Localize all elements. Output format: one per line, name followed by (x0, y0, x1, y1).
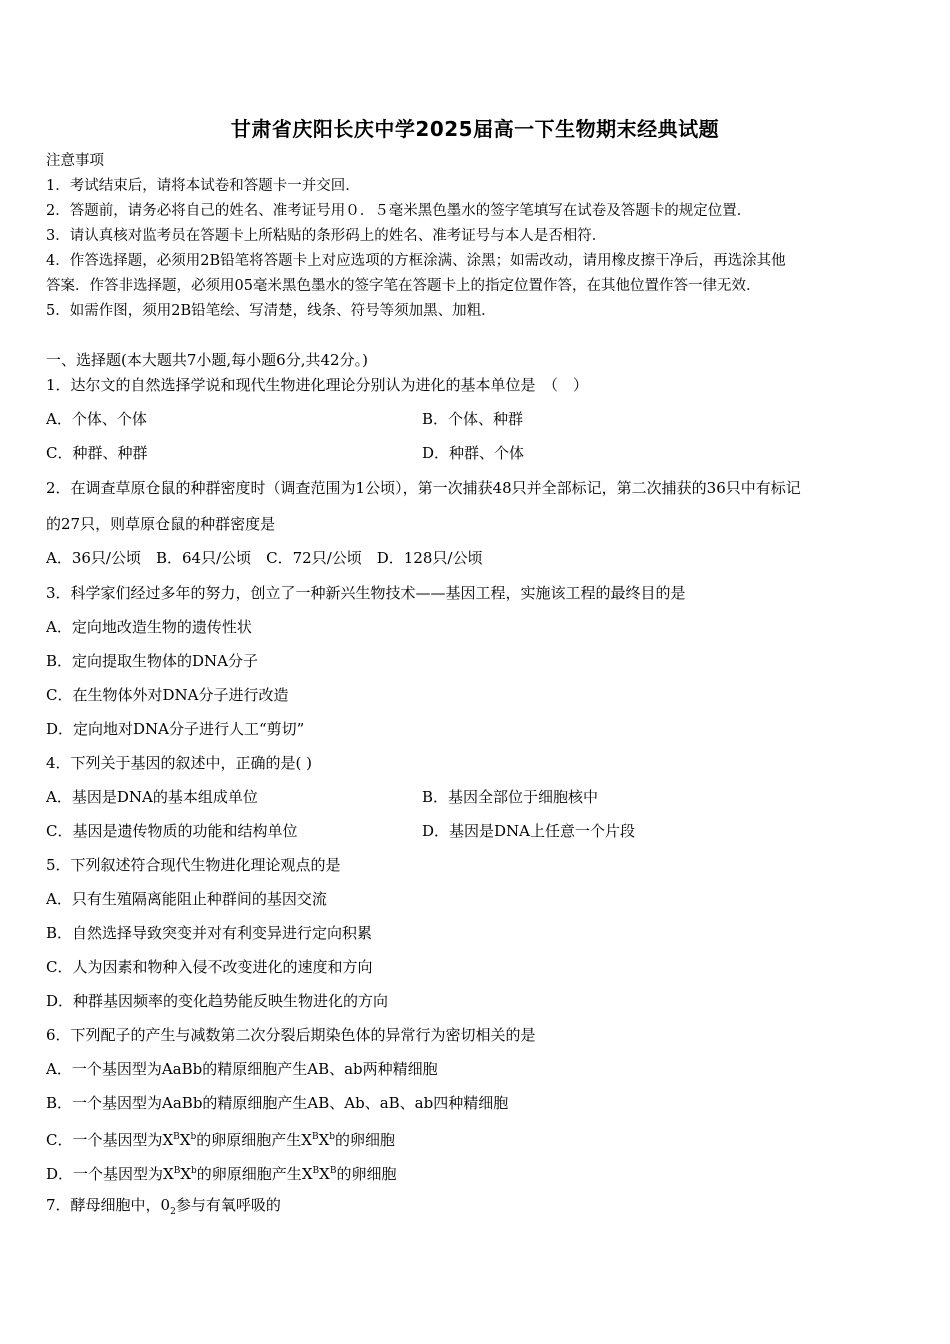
option-text: 的卵原细胞产生 (196, 1131, 302, 1149)
allele-sup: B (312, 1166, 320, 1176)
option-a[interactable]: A．基因是DNA的基本组成单位 (46, 788, 258, 806)
question-number: 4． (46, 754, 71, 772)
option-b[interactable]: B．自然选择导致突变并对有利变异进行定向积累 (46, 924, 373, 942)
question-text: 在调查草原仓鼠的种群密度时（调查范围为1公顷），第一次捕获48只并全部标记，第二次捕获的36只中有标记 (70, 479, 801, 497)
option-text: C．一个基因型为 (46, 1131, 163, 1149)
option-d[interactable]: D．定向地对DNA分子进行人工“剪切” (46, 720, 305, 738)
option-text: D．一个基因型为 (46, 1165, 164, 1183)
option-c[interactable]: C．基因是遗传物质的功能和结构单位 (46, 822, 298, 840)
option-b[interactable]: B．基因全部位于细胞核中 (422, 788, 599, 806)
question-number: 3． (46, 584, 71, 602)
notice-heading: 注意事项 (46, 153, 104, 169)
allele-sup: b (190, 1132, 197, 1142)
genotype-x: X (163, 1165, 174, 1183)
genotype-x: X (318, 1131, 330, 1149)
allele-sup: B (173, 1132, 180, 1142)
question-text-cont: 的27只，则草原仓鼠的种群密度是 (46, 515, 276, 533)
question-number: 5． (46, 856, 71, 874)
allele-sup: b (191, 1166, 197, 1176)
option-b[interactable]: B．个体、种群 (422, 410, 524, 428)
section-heading: 一、选择题(本大题共7小题,每小题6分,共42分。) (46, 351, 368, 369)
option-text: 的卵原细胞产生 (196, 1165, 302, 1183)
option-a[interactable]: A．个体、个体 (46, 410, 147, 428)
option-b[interactable]: B．定向提取生物体的DNA分子 (46, 652, 259, 670)
notice-item: 3．请认真核对监考员在答题卡上所粘贴的条形码上的姓名、准考证号与本人是否相符． (46, 228, 607, 244)
option-b[interactable]: B．一个基因型为AaBb的精原细胞产生AB、Ab、aB、ab四种精细胞 (46, 1094, 509, 1112)
genotype-x: X (162, 1131, 174, 1149)
option-d[interactable]: D．种群、个体 (422, 444, 525, 462)
allele-sup: B (329, 1166, 337, 1176)
question-text: 下列关于基因的叙述中，正确的是( ) (70, 754, 313, 772)
option-row (46, 409, 746, 429)
option-d[interactable]: D．种群基因频率的变化趋势能反映生物进化的方向 (46, 992, 389, 1010)
option-text: 的卵细胞 (336, 1165, 397, 1183)
notice-item: 答案．作答非选择题，必须用05毫米黑色墨水的签字笔在答题卡上的指定位置作答，在其他位置作答一律无效． (46, 278, 761, 294)
question-number: 6． (46, 1026, 71, 1044)
option-row[interactable]: A．36只/公顷 B．64只/公顷 C．72只/公顷 D．128只/公顷 (46, 549, 483, 567)
option-c[interactable]: C．种群、种群 (46, 444, 148, 462)
question-number: 7． (46, 1196, 71, 1214)
genotype-x: X (301, 1165, 313, 1183)
question-1 (46, 375, 588, 395)
notice-item: 5．如需作图，须用2B铅笔绘、写清楚，线条、符号等须加黑、加粗． (46, 303, 496, 319)
genotype-x: X (301, 1131, 312, 1149)
question-text: 参与有氧呼吸的 (175, 1196, 281, 1214)
question-text: 下列配子的产生与减数第二次分裂后期染色体的异常行为密切相关的是 (70, 1026, 536, 1044)
question-4 (46, 753, 312, 773)
question-text: 科学家们经过多年的努力，创立了一种新兴生物技术——基因工程，实施该工程的最终目的是 (70, 584, 686, 602)
question-5 (46, 855, 341, 875)
option-a[interactable]: A．一个基因型为AaBb的精原细胞产生AB、ab两种精细胞 (46, 1060, 438, 1078)
question-text: 酵母细胞中，0 (70, 1196, 171, 1214)
notice-item: 1．考试结束后，请将本试卷和答题卡一并交回． (46, 178, 360, 194)
option-row (46, 787, 746, 807)
subscript: 2 (170, 1207, 176, 1217)
option-c[interactable]: C．人为因素和物种入侵不改变进化的速度和方向 (46, 958, 373, 976)
genotype-x: X (179, 1131, 191, 1149)
question-3 (46, 583, 686, 603)
option-c[interactable] (46, 1127, 395, 1150)
option-c[interactable]: C．在生物体外对DNA分子进行改造 (46, 686, 289, 704)
question-number: 2． (46, 479, 71, 497)
question-text: 下列叙述符合现代生物进化理论观点的是 (70, 856, 341, 874)
question-2 (46, 478, 801, 498)
allele-sup: B (311, 1132, 319, 1142)
option-row (46, 443, 746, 463)
question-6 (46, 1025, 536, 1045)
question-7 (46, 1195, 281, 1222)
option-row (46, 821, 746, 841)
question-number: 1． (46, 376, 71, 394)
option-d[interactable] (46, 1161, 396, 1184)
question-text: 达尔文的自然选择学说和现代生物进化理论分别认为进化的基本单位是 （ ） (70, 376, 589, 394)
genotype-x: X (319, 1165, 330, 1183)
page-title: 甘肃省庆阳长庆中学2025届高一下生物期末经典试题 (230, 117, 720, 141)
option-a[interactable]: A．定向地改造生物的遗传性状 (46, 618, 252, 636)
notice-item: 4．作答选择题，必须用2B铅笔将答题卡上对应选项的方框涂满、涂黑；如需改动，请用橡皮擦干净后，再选涂其他 (46, 253, 786, 269)
option-text: 的卵细胞 (335, 1131, 396, 1149)
option-d[interactable]: D．基因是DNA上任意一个片段 (422, 822, 636, 840)
allele-sup: b (329, 1132, 336, 1142)
notice-item: 2．答题前，请务必将自己的姓名、准考证号用０．５毫米黑色墨水的签字笔填写在试卷及答题卡的规定位置． (46, 203, 752, 219)
genotype-x: X (180, 1165, 192, 1183)
option-a[interactable]: A．只有生殖隔离能阻止种群间的基因交流 (46, 890, 327, 908)
allele-sup: B (173, 1166, 181, 1176)
